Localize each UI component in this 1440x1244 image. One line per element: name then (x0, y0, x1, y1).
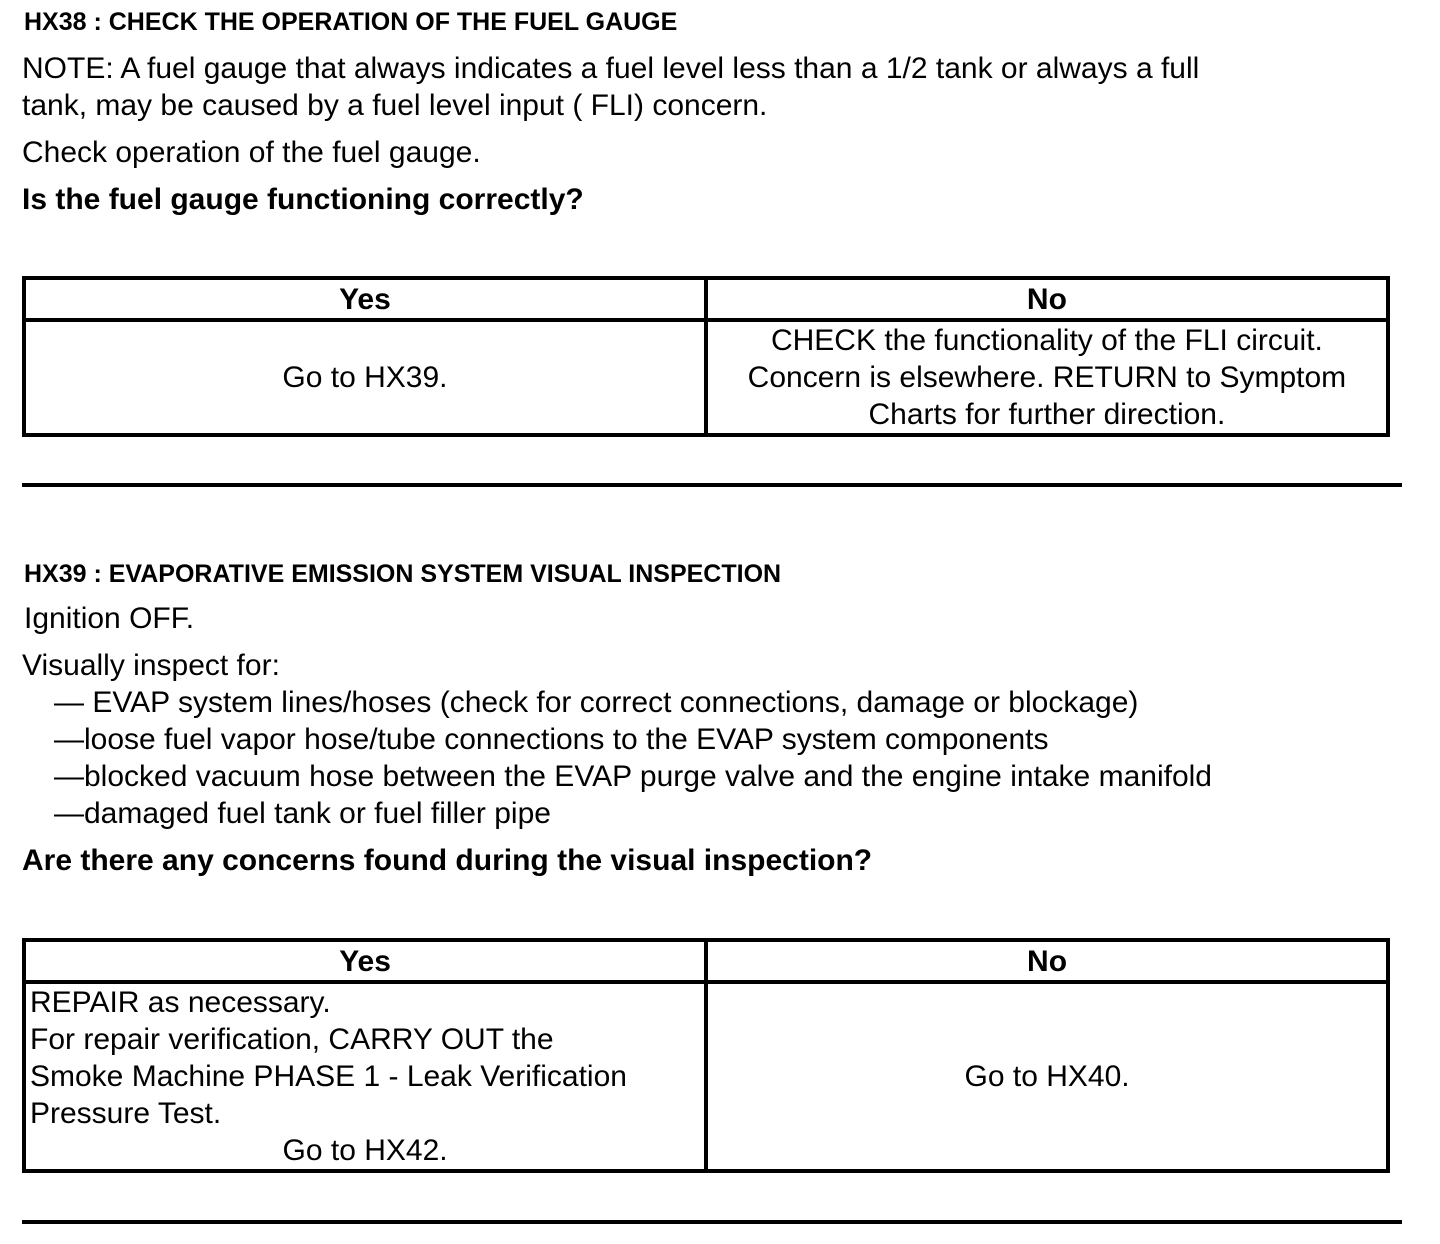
hx38-no-line2: Concern is elsewhere. RETURN to Symptom (747, 361, 1347, 394)
hx39-no-header: No (706, 940, 1388, 982)
hx39-title: HX39 : EVAPORATIVE EMISSION SYSTEM VISUAL INSPECTION (24, 560, 782, 588)
hx38-no-cell (706, 320, 1388, 435)
hx38-no-header: No (706, 278, 1388, 320)
hx39-item-4: —damaged fuel tank or fuel filler pipe (54, 797, 551, 830)
hx38-yes-cell-text: Go to HX39. (282, 361, 448, 394)
hx39-step1: Ignition OFF. (24, 602, 195, 635)
hx39-item-1: — EVAP system lines/hoses (check for correct connections, damage or blockage) (54, 686, 1139, 719)
hx39-table-body-row (24, 982, 1388, 1171)
hx39-item-3: —blocked vacuum hose between the EVAP purge valve and the engine intake manifold (54, 760, 1212, 793)
hx39-yes-line2: For repair verification, CARRY OUT the (30, 1023, 554, 1056)
hx39-item-2: —loose fuel vapor hose/tube connections to the EVAP system components (54, 723, 1049, 756)
section-divider-1 (22, 483, 1402, 487)
hx38-no-line1: CHECK the functionality of the FLI circuit. (770, 324, 1323, 357)
hx39-yes-line4: Pressure Test. (30, 1097, 222, 1130)
hx38-note-line2: tank, may be caused by a fuel level input ( FLI) concern. (22, 89, 768, 122)
hx38-table-header-row (24, 278, 1388, 320)
hx38-note (22, 50, 1402, 124)
hx39-yes-cell (24, 982, 706, 1171)
hx39-section (22, 560, 1402, 879)
hx39-yes-line3: Smoke Machine PHASE 1 - Leak Verification (30, 1060, 627, 1093)
hx39-yes-line5: Go to HX42. (282, 1134, 448, 1167)
hx38-question: Is the fuel gauge functioning correctly? (22, 183, 584, 216)
hx39-yes-header: Yes (24, 940, 706, 982)
hx39-no-cell-text: Go to HX40. (964, 1060, 1130, 1093)
hx38-instruction: Check operation of the fuel gauge. (22, 136, 481, 169)
hx38-table-body-row (24, 320, 1388, 435)
hx39-step2: Visually inspect for: (22, 649, 280, 682)
hx39-table (22, 938, 1390, 1173)
hx38-table (22, 276, 1390, 437)
hx39-yes-line1: REPAIR as necessary. (30, 986, 331, 1019)
hx38-title: HX38 : CHECK THE OPERATION OF THE FUEL GAUGE (24, 8, 678, 36)
hx38-section (22, 8, 1402, 218)
section-divider-2 (22, 1220, 1402, 1224)
hx39-table-header-row (24, 940, 1388, 982)
hx38-note-line1: NOTE: A fuel gauge that always indicates a fuel level less than a 1/2 tank or always a full (22, 52, 1200, 85)
hx38-yes-cell (24, 320, 706, 435)
hx38-yes-header: Yes (24, 278, 706, 320)
hx39-no-cell (706, 982, 1388, 1171)
hx39-question: Are there any concerns found during the visual inspection? (22, 844, 873, 877)
hx38-no-line3: Charts for further direction. (868, 398, 1226, 431)
